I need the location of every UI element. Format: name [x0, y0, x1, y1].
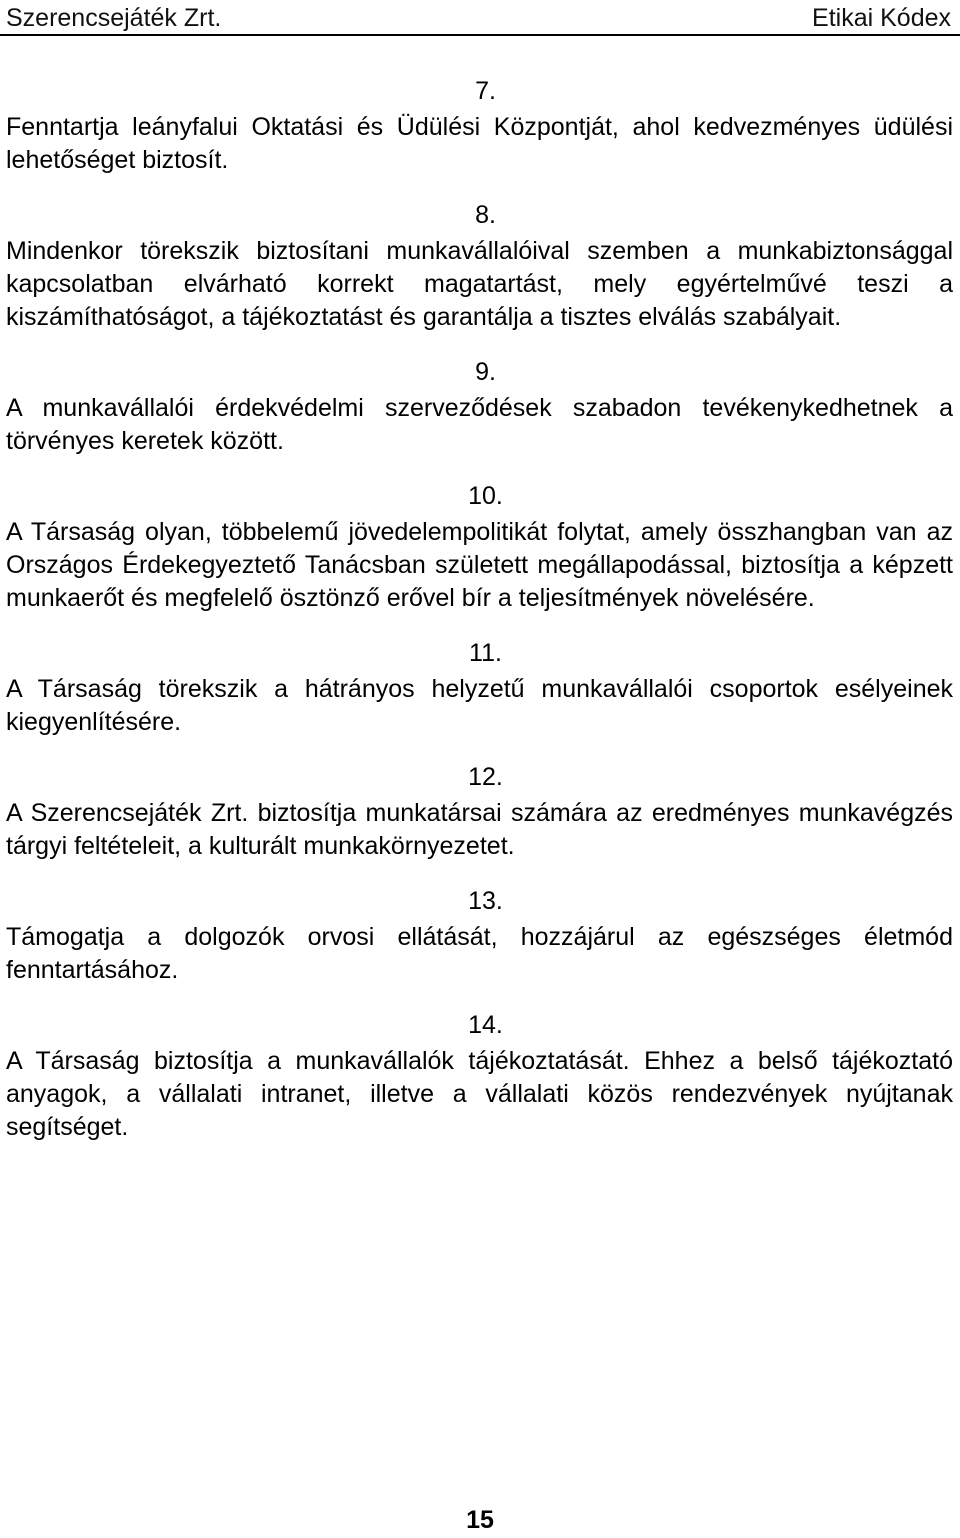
section-number: 11.: [469, 639, 502, 667]
section-paragraph: A Társaság törekszik a hátrányos helyzetű munkavállalói csoportok esélyeinek kiegyenlítésére.: [6, 675, 953, 736]
section-paragraph: A munkavállalói érdekvédelmi szerveződések szabadon tevékenykedhetnek a törvényes keretek között.: [6, 394, 953, 455]
header-document-title: Etikai Kódex: [812, 4, 951, 32]
section-8: [6, 195, 953, 334]
section-number: 14.: [468, 1011, 503, 1039]
page-header: [0, 0, 960, 36]
section-paragraph: A Társaság olyan, többelemű jövedelempolitikát folytat, amely összhangban van az Országos Érdekegyeztető Tanácsban született megállapodással, biztosítja a képzett munkaerőt és megfelelő ösztönző erővel bír a teljesítmények növelésére.: [6, 518, 953, 612]
section-14: [6, 1005, 953, 1144]
section-number: 13.: [468, 887, 503, 915]
section-12: [6, 757, 953, 863]
document-body: [6, 71, 953, 1162]
page-number: 15: [466, 1506, 494, 1534]
section-paragraph: A Társaság biztosítja a munkavállalók tájékoztatását. Ehhez a belső tájékoztató anyagok, a vállalati intranet, illetve a vállalati közös rendezvények nyújtanak segítséget.: [6, 1047, 953, 1141]
section-number: 9.: [475, 358, 496, 386]
section-number: 8.: [475, 201, 496, 229]
section-paragraph: A Szerencsejáték Zrt. biztosítja munkatársai számára az eredményes munkavégzés tárgyi feltételeit, a kulturált munkakörnyezetet.: [6, 799, 953, 860]
section-11: [6, 633, 953, 739]
section-number: 12.: [468, 763, 503, 791]
section-13: [6, 881, 953, 987]
section-number: 10.: [468, 482, 503, 510]
section-10: [6, 476, 953, 615]
section-number: 7.: [475, 77, 496, 105]
section-7: [6, 71, 953, 177]
section-paragraph: Mindenkor törekszik biztosítani munkavállalóival szemben a munkabiztonsággal kapcsolatban elvárható korrekt magatartást, mely egyértelművé teszi a kiszámíthatóságot, a tájékoztatást és garantálja a tisztes elválás szabályait.: [6, 237, 953, 331]
section-paragraph: Támogatja a dolgozók orvosi ellátását, hozzájárul az egészséges életmód fenntartásához.: [6, 923, 953, 984]
section-9: [6, 352, 953, 458]
section-paragraph: Fenntartja leányfalui Oktatási és Üdülési Központját, ahol kedvezményes üdülési lehetőséget biztosít.: [6, 113, 953, 174]
header-company-name: Szerencsejáték Zrt.: [6, 4, 222, 32]
